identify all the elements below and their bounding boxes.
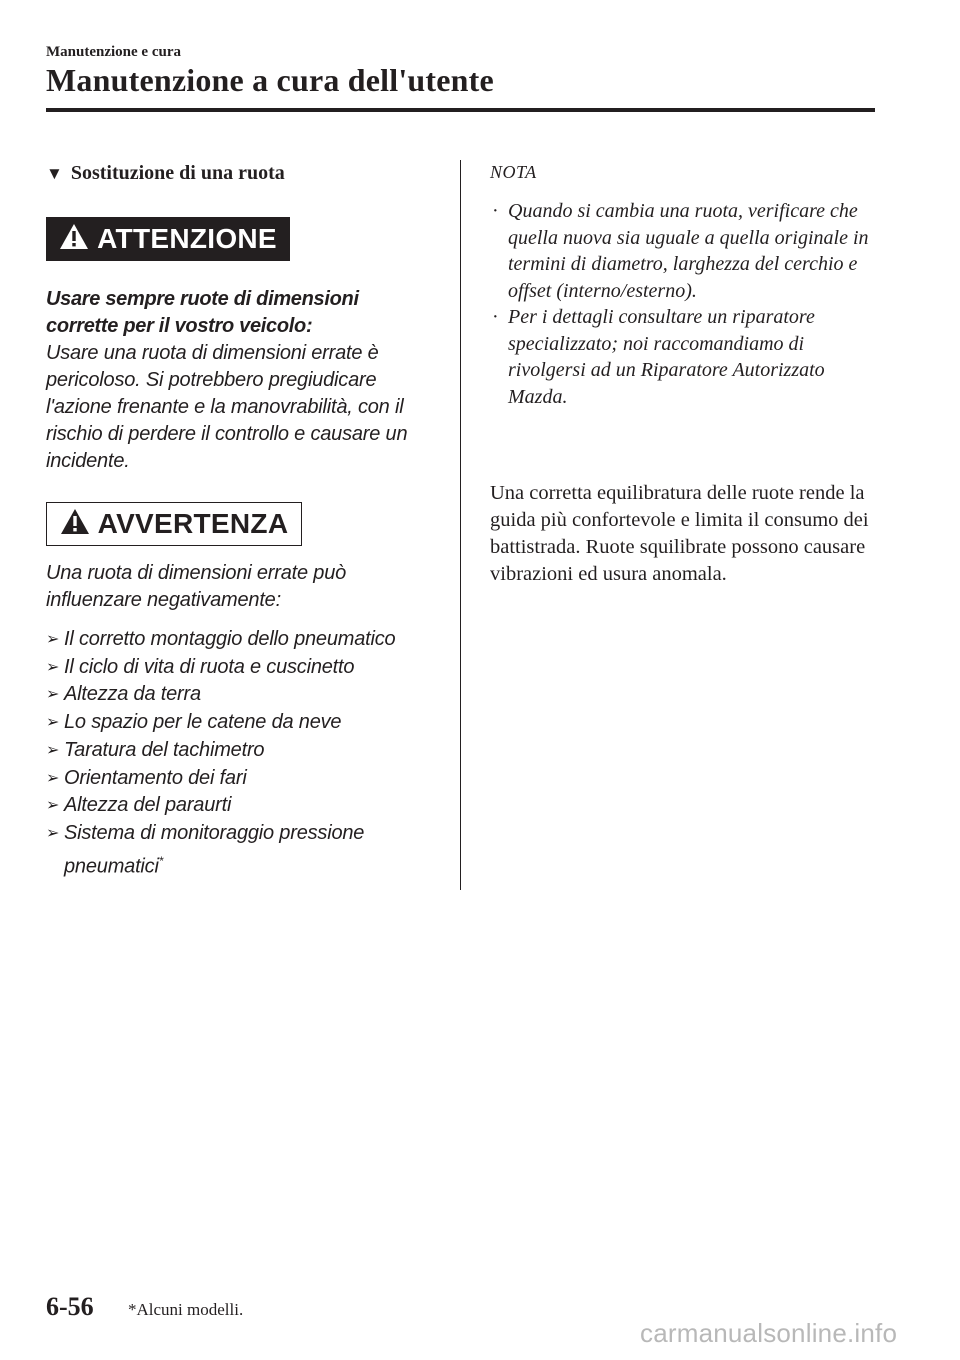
caution-lead: Una ruota di dimensioni errate può influenzare negativamente: — [46, 562, 347, 611]
arrow-right-icon: ➢ — [46, 797, 60, 815]
chapter-label: Manutenzione e cura — [46, 44, 181, 60]
list-item: ➢ Altezza del paraurti — [46, 792, 446, 820]
arrow-right-icon: ➢ — [46, 686, 60, 704]
footnote-marker: * — [158, 853, 164, 868]
list-item: ➢ Il corretto montaggio dello pneumatico — [46, 626, 446, 654]
section-heading — [46, 162, 285, 185]
list-item: ➢ Taratura del tachimetro — [46, 737, 446, 765]
column-divider — [460, 160, 461, 890]
caution-badge — [46, 502, 302, 546]
arrow-right-icon: ➢ — [46, 769, 60, 787]
arrow-right-icon: ➢ — [46, 658, 60, 676]
caution-list — [46, 626, 446, 881]
warning-triangle-icon — [59, 223, 89, 255]
list-item: ➢ Lo spazio per le catene da neve — [46, 709, 446, 737]
danger-badge — [46, 217, 290, 261]
bullet-dot-icon: · — [492, 200, 499, 222]
section-heading-text: Sostituzione di una ruota — [70, 162, 285, 184]
page-number: 6-56 — [46, 1292, 94, 1321]
arrow-right-icon: ➢ — [46, 824, 60, 842]
list-item: ➢ Il ciclo di vita di ruota e cuscinetto — [46, 654, 446, 682]
note-label: NOTA — [490, 162, 537, 182]
list-item: ➢ Orientamento dei fari — [46, 765, 446, 793]
list-item: ➢ Sistema di monitoraggio pressione pneumatici* — [46, 821, 365, 878]
list-item: · Per i dettagli consultare un riparatore specializzato; noi raccomandiamo di rivolgersi ad un Riparatore Autorizzato Mazda. — [492, 306, 825, 408]
arrow-right-icon: ➢ — [46, 741, 60, 759]
note-list — [490, 198, 880, 410]
arrow-right-icon: ➢ — [46, 714, 60, 732]
caution-badge-label: AVVERTENZA — [97, 508, 289, 539]
warning-triangle-icon — [60, 508, 90, 540]
body-paragraph: Una corretta equilibratura delle ruote rende la guida più confortevole e limita il consumo dei battistrada. Ruote squilibrate possono causare vibrazioni ed usura anomala. — [490, 482, 869, 585]
bullet-dot-icon: · — [492, 306, 499, 328]
danger-body: Usare una ruota di dimensioni errate è pericoloso. Si potrebbero pregiudicare l'azione frenante e la manovrabilità, con il rischio di perdere il controllo e causare un incidente. — [46, 342, 408, 472]
danger-lead: Usare sempre ruote di dimensioni corrette per il vostro veicolo: — [46, 288, 359, 337]
arrow-right-icon: ➢ — [46, 631, 60, 648]
header-divider — [46, 108, 875, 112]
watermark: carmanualsonline.info — [640, 1318, 898, 1348]
page-title: Manutenzione a cura dell'utente — [46, 62, 494, 98]
triangle-down-icon: ▼ — [46, 164, 63, 183]
list-item: ➢ Altezza da terra — [46, 681, 446, 709]
footnote: *Alcuni modelli. — [128, 1300, 244, 1319]
list-item: · Quando si cambia una ruota, verificare che quella nuova sia uguale a quella originale in termini di diametro, larghezza del cerchio e offset (interno/esterno). — [492, 200, 869, 302]
danger-badge-label: ATTENZIONE — [97, 223, 277, 254]
